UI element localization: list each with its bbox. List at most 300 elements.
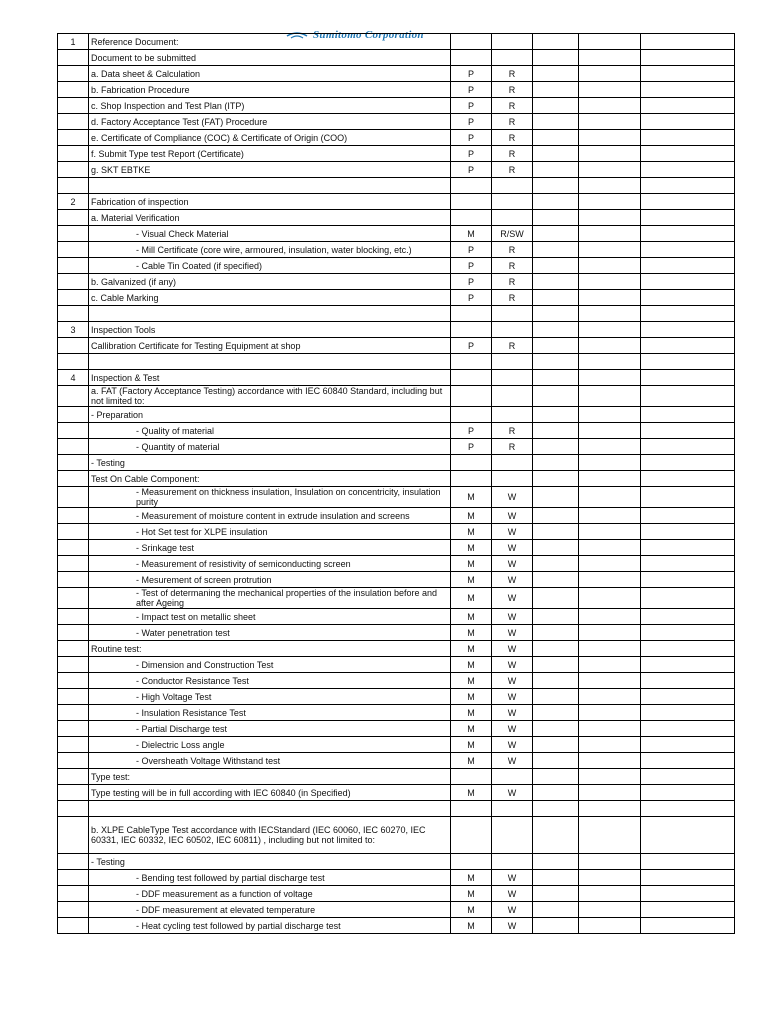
witness-code-cell: R bbox=[492, 162, 533, 178]
empty-cell bbox=[641, 737, 735, 753]
item-number-cell bbox=[58, 737, 89, 753]
empty-cell bbox=[579, 242, 641, 258]
description-text: g. SKT EBTKE bbox=[91, 164, 151, 175]
description-cell bbox=[89, 439, 451, 455]
empty-cell bbox=[641, 886, 735, 902]
empty-cell bbox=[579, 338, 641, 354]
item-number-cell bbox=[58, 354, 89, 370]
description-text: a. FAT (Factory Acceptance Testing) accordance with IEC 60840 Standard, including but not limited to: bbox=[91, 386, 443, 406]
table-row bbox=[58, 902, 735, 918]
empty-cell bbox=[579, 625, 641, 641]
witness-code-cell: R bbox=[492, 258, 533, 274]
control-code-cell: P bbox=[451, 162, 492, 178]
table-row bbox=[58, 226, 735, 242]
empty-cell bbox=[579, 194, 641, 210]
control-code-cell: M bbox=[451, 918, 492, 934]
control-code-cell: M bbox=[451, 705, 492, 721]
control-code-cell bbox=[451, 178, 492, 194]
witness-code-cell bbox=[492, 386, 533, 407]
item-number-cell bbox=[58, 785, 89, 801]
description-text: - Preparation bbox=[91, 409, 144, 420]
table-row bbox=[58, 609, 735, 625]
table-row bbox=[58, 487, 735, 508]
control-code-cell: M bbox=[451, 226, 492, 242]
empty-cell bbox=[533, 50, 579, 66]
item-number-cell bbox=[58, 705, 89, 721]
witness-code-cell: R bbox=[492, 82, 533, 98]
empty-cell bbox=[579, 439, 641, 455]
control-code-cell: P bbox=[451, 114, 492, 130]
witness-code-cell bbox=[492, 322, 533, 338]
empty-cell bbox=[533, 274, 579, 290]
empty-cell bbox=[641, 439, 735, 455]
table-row bbox=[58, 114, 735, 130]
control-code-cell bbox=[451, 210, 492, 226]
description-text: - Conductor Resistance Test bbox=[136, 675, 249, 686]
empty-cell bbox=[641, 801, 735, 817]
table-row bbox=[58, 769, 735, 785]
witness-code-cell: W bbox=[492, 902, 533, 918]
control-code-cell bbox=[451, 769, 492, 785]
item-number-cell bbox=[58, 178, 89, 194]
empty-cell bbox=[579, 487, 641, 508]
witness-code-cell bbox=[492, 769, 533, 785]
description-text: Document to be submitted bbox=[91, 52, 197, 63]
control-code-cell bbox=[451, 407, 492, 423]
item-number-cell bbox=[58, 439, 89, 455]
description-cell bbox=[89, 274, 451, 290]
description-cell bbox=[89, 753, 451, 769]
description-cell bbox=[89, 487, 451, 508]
empty-cell bbox=[533, 657, 579, 673]
item-number-cell bbox=[58, 226, 89, 242]
witness-code-cell: R bbox=[492, 274, 533, 290]
table-row bbox=[58, 625, 735, 641]
item-number-cell bbox=[58, 407, 89, 423]
witness-code-cell bbox=[492, 471, 533, 487]
description-text: - Test of determaning the mechanical properties of the insulation before and after Ageing bbox=[136, 588, 438, 608]
empty-cell bbox=[579, 524, 641, 540]
description-text: - Testing bbox=[91, 856, 125, 867]
empty-cell bbox=[641, 625, 735, 641]
witness-code-cell: R bbox=[492, 66, 533, 82]
empty-cell bbox=[533, 886, 579, 902]
item-number-cell bbox=[58, 98, 89, 114]
empty-cell bbox=[533, 572, 579, 588]
empty-cell bbox=[533, 487, 579, 508]
empty-cell bbox=[533, 146, 579, 162]
description-text: - Mill Certificate (core wire, armoured, insulation, water blocking, etc.) bbox=[136, 244, 412, 255]
description-cell bbox=[89, 50, 451, 66]
control-code-cell: M bbox=[451, 753, 492, 769]
table-row bbox=[58, 508, 735, 524]
control-code-cell: P bbox=[451, 146, 492, 162]
control-code-cell: M bbox=[451, 572, 492, 588]
empty-cell bbox=[579, 98, 641, 114]
item-number-cell bbox=[58, 524, 89, 540]
empty-cell bbox=[641, 918, 735, 934]
table-row bbox=[58, 386, 735, 407]
empty-cell bbox=[579, 540, 641, 556]
empty-cell bbox=[533, 689, 579, 705]
description-cell bbox=[89, 210, 451, 226]
item-number-cell bbox=[58, 50, 89, 66]
empty-cell bbox=[641, 146, 735, 162]
empty-cell bbox=[641, 322, 735, 338]
description-cell bbox=[89, 386, 451, 407]
empty-cell bbox=[533, 817, 579, 854]
empty-cell bbox=[533, 753, 579, 769]
description-text: - Water penetration test bbox=[136, 627, 230, 638]
witness-code-cell: R bbox=[492, 146, 533, 162]
description-text: Inspection Tools bbox=[91, 324, 156, 335]
witness-code-cell: W bbox=[492, 625, 533, 641]
table-row bbox=[58, 306, 735, 322]
empty-cell bbox=[533, 439, 579, 455]
empty-cell bbox=[641, 354, 735, 370]
empty-cell bbox=[533, 98, 579, 114]
control-code-cell: P bbox=[451, 258, 492, 274]
table-row bbox=[58, 588, 735, 609]
empty-cell bbox=[533, 625, 579, 641]
table-row bbox=[58, 146, 735, 162]
empty-cell bbox=[533, 673, 579, 689]
table-row bbox=[58, 870, 735, 886]
description-cell bbox=[89, 322, 451, 338]
description-cell bbox=[89, 854, 451, 870]
empty-cell bbox=[641, 471, 735, 487]
description-text: Fabrication of inspection bbox=[91, 196, 189, 207]
table-row bbox=[58, 673, 735, 689]
empty-cell bbox=[579, 455, 641, 471]
table-row bbox=[58, 66, 735, 82]
item-number-cell bbox=[58, 870, 89, 886]
empty-cell bbox=[579, 657, 641, 673]
description-text: Test On Cable Component: bbox=[91, 473, 200, 484]
table-row bbox=[58, 455, 735, 471]
empty-cell bbox=[579, 226, 641, 242]
item-number-cell bbox=[58, 588, 89, 609]
description-cell bbox=[89, 407, 451, 423]
description-cell bbox=[89, 657, 451, 673]
description-text: Type test: bbox=[91, 771, 131, 782]
empty-cell bbox=[641, 870, 735, 886]
table-row bbox=[58, 721, 735, 737]
item-number-cell bbox=[58, 801, 89, 817]
description-cell bbox=[89, 338, 451, 354]
empty-cell bbox=[579, 306, 641, 322]
description-text: b. Fabrication Procedure bbox=[91, 84, 190, 95]
item-number-cell bbox=[58, 306, 89, 322]
item-number-cell bbox=[58, 423, 89, 439]
empty-cell bbox=[533, 226, 579, 242]
empty-cell bbox=[579, 178, 641, 194]
item-number-cell bbox=[58, 508, 89, 524]
witness-code-cell: R bbox=[492, 423, 533, 439]
witness-code-cell: W bbox=[492, 508, 533, 524]
witness-code-cell bbox=[492, 50, 533, 66]
item-number-cell bbox=[58, 625, 89, 641]
empty-cell bbox=[641, 657, 735, 673]
empty-cell bbox=[579, 386, 641, 407]
control-code-cell: M bbox=[451, 785, 492, 801]
description-text: c. Shop Inspection and Test Plan (ITP) bbox=[91, 100, 245, 111]
empty-cell bbox=[579, 146, 641, 162]
empty-cell bbox=[533, 407, 579, 423]
table-row bbox=[58, 210, 735, 226]
item-number-cell bbox=[58, 66, 89, 82]
witness-code-cell bbox=[492, 370, 533, 386]
control-code-cell: P bbox=[451, 82, 492, 98]
empty-cell bbox=[641, 902, 735, 918]
description-text: - Partial Discharge test bbox=[136, 723, 228, 734]
item-number-cell: 2 bbox=[58, 194, 89, 210]
witness-code-cell bbox=[492, 801, 533, 817]
control-code-cell: M bbox=[451, 737, 492, 753]
table-body bbox=[58, 34, 735, 934]
witness-code-cell bbox=[492, 354, 533, 370]
table-row bbox=[58, 753, 735, 769]
description-cell bbox=[89, 66, 451, 82]
description-cell bbox=[89, 641, 451, 657]
description-cell bbox=[89, 556, 451, 572]
empty-cell bbox=[579, 886, 641, 902]
control-code-cell bbox=[451, 801, 492, 817]
table-row bbox=[58, 162, 735, 178]
item-number-cell bbox=[58, 556, 89, 572]
empty-cell bbox=[533, 902, 579, 918]
empty-cell bbox=[533, 162, 579, 178]
description-text: - Mesurement of screen protrution bbox=[136, 574, 272, 585]
empty-cell bbox=[641, 407, 735, 423]
description-text: - Impact test on metallic sheet bbox=[136, 611, 256, 622]
table-row bbox=[58, 194, 735, 210]
empty-cell bbox=[533, 306, 579, 322]
description-cell bbox=[89, 886, 451, 902]
empty-cell bbox=[579, 705, 641, 721]
empty-cell bbox=[641, 98, 735, 114]
empty-cell bbox=[579, 753, 641, 769]
description-text: - Measurement on thickness insulation, Insulation on concentricity, insulation purity bbox=[136, 487, 441, 507]
description-cell bbox=[89, 423, 451, 439]
witness-code-cell: W bbox=[492, 918, 533, 934]
table-row bbox=[58, 524, 735, 540]
empty-cell bbox=[641, 487, 735, 508]
description-text: Callibration Certificate for Testing Equipment at shop bbox=[91, 340, 301, 351]
control-code-cell bbox=[451, 817, 492, 854]
empty-cell bbox=[533, 194, 579, 210]
item-number-cell: 4 bbox=[58, 370, 89, 386]
control-code-cell: M bbox=[451, 870, 492, 886]
empty-cell bbox=[579, 210, 641, 226]
item-number-cell bbox=[58, 274, 89, 290]
empty-cell bbox=[579, 556, 641, 572]
description-text: - Cable Tin Coated (if specified) bbox=[136, 260, 263, 271]
empty-cell bbox=[533, 609, 579, 625]
description-cell bbox=[89, 572, 451, 588]
control-code-cell: M bbox=[451, 609, 492, 625]
empty-cell bbox=[533, 801, 579, 817]
witness-code-cell: W bbox=[492, 657, 533, 673]
description-text: - Testing bbox=[91, 457, 125, 468]
description-cell bbox=[89, 455, 451, 471]
control-code-cell bbox=[451, 370, 492, 386]
control-code-cell: M bbox=[451, 641, 492, 657]
empty-cell bbox=[533, 178, 579, 194]
witness-code-cell: R bbox=[492, 114, 533, 130]
empty-cell bbox=[579, 588, 641, 609]
empty-cell bbox=[533, 524, 579, 540]
empty-cell bbox=[533, 588, 579, 609]
witness-code-cell bbox=[492, 306, 533, 322]
witness-code-cell: W bbox=[492, 487, 533, 508]
description-text: - Bending test followed by partial discharge test bbox=[136, 872, 325, 883]
table-row bbox=[58, 918, 735, 934]
description-cell bbox=[89, 471, 451, 487]
table-row bbox=[58, 540, 735, 556]
description-text: - Quality of material bbox=[136, 425, 215, 436]
description-cell bbox=[89, 721, 451, 737]
empty-cell bbox=[641, 673, 735, 689]
description-text: - DDF measurement as a function of voltage bbox=[136, 888, 313, 899]
description-text: Routine test: bbox=[91, 643, 142, 654]
empty-cell bbox=[641, 689, 735, 705]
empty-cell bbox=[641, 66, 735, 82]
empty-cell bbox=[579, 721, 641, 737]
control-code-cell: P bbox=[451, 98, 492, 114]
description-cell bbox=[89, 737, 451, 753]
description-cell bbox=[89, 82, 451, 98]
description-text: c. Cable Marking bbox=[91, 292, 159, 303]
description-cell bbox=[89, 625, 451, 641]
empty-cell bbox=[579, 817, 641, 854]
description-text: - Measurement of resistivity of semiconducting screen bbox=[136, 558, 351, 569]
control-code-cell: P bbox=[451, 274, 492, 290]
empty-cell bbox=[533, 737, 579, 753]
empty-cell bbox=[641, 50, 735, 66]
description-text: - Heat cycling test followed by partial discharge test bbox=[136, 920, 341, 931]
empty-cell bbox=[533, 82, 579, 98]
item-number-cell bbox=[58, 854, 89, 870]
empty-cell bbox=[579, 82, 641, 98]
table-row bbox=[58, 641, 735, 657]
empty-cell bbox=[533, 769, 579, 785]
control-code-cell bbox=[451, 322, 492, 338]
item-number-cell: 3 bbox=[58, 322, 89, 338]
description-cell bbox=[89, 588, 451, 609]
empty-cell bbox=[641, 455, 735, 471]
empty-cell bbox=[533, 386, 579, 407]
empty-cell bbox=[533, 918, 579, 934]
empty-cell bbox=[641, 423, 735, 439]
control-code-cell: M bbox=[451, 487, 492, 508]
item-number-cell bbox=[58, 657, 89, 673]
description-cell bbox=[89, 226, 451, 242]
description-text: - Visual Check Material bbox=[136, 228, 229, 239]
description-cell bbox=[89, 508, 451, 524]
description-text: Inspection & Test bbox=[91, 372, 160, 383]
witness-code-cell: R bbox=[492, 338, 533, 354]
empty-cell bbox=[641, 785, 735, 801]
description-cell bbox=[89, 194, 451, 210]
empty-cell bbox=[641, 258, 735, 274]
empty-cell bbox=[579, 322, 641, 338]
control-code-cell: P bbox=[451, 130, 492, 146]
witness-code-cell bbox=[492, 817, 533, 854]
control-code-cell: P bbox=[451, 338, 492, 354]
empty-cell bbox=[579, 258, 641, 274]
empty-cell bbox=[579, 114, 641, 130]
control-code-cell: M bbox=[451, 657, 492, 673]
description-cell bbox=[89, 785, 451, 801]
empty-cell bbox=[641, 854, 735, 870]
table-row bbox=[58, 274, 735, 290]
item-number-cell bbox=[58, 290, 89, 306]
witness-code-cell: R bbox=[492, 130, 533, 146]
table-row bbox=[58, 178, 735, 194]
empty-cell bbox=[533, 641, 579, 657]
empty-cell bbox=[579, 673, 641, 689]
item-number-cell bbox=[58, 769, 89, 785]
empty-cell bbox=[533, 130, 579, 146]
witness-code-cell: R/SW bbox=[492, 226, 533, 242]
description-text: a. Data sheet & Calculation bbox=[91, 68, 201, 79]
table-row bbox=[58, 82, 735, 98]
empty-cell bbox=[579, 870, 641, 886]
empty-cell bbox=[579, 290, 641, 306]
table-row bbox=[58, 338, 735, 354]
empty-cell bbox=[533, 114, 579, 130]
empty-cell bbox=[533, 290, 579, 306]
control-code-cell bbox=[451, 34, 492, 50]
table-row bbox=[58, 322, 735, 338]
witness-code-cell bbox=[492, 194, 533, 210]
table-row bbox=[58, 572, 735, 588]
table-row bbox=[58, 439, 735, 455]
description-cell bbox=[89, 178, 451, 194]
item-number-cell bbox=[58, 641, 89, 657]
empty-cell bbox=[641, 556, 735, 572]
item-number-cell bbox=[58, 162, 89, 178]
description-cell bbox=[89, 370, 451, 386]
item-number-cell bbox=[58, 258, 89, 274]
control-code-cell bbox=[451, 50, 492, 66]
description-text: d. Factory Acceptance Test (FAT) Procedure bbox=[91, 116, 268, 127]
control-code-cell bbox=[451, 194, 492, 210]
description-cell bbox=[89, 242, 451, 258]
empty-cell bbox=[533, 556, 579, 572]
empty-cell bbox=[641, 386, 735, 407]
empty-cell bbox=[533, 338, 579, 354]
empty-cell bbox=[579, 407, 641, 423]
empty-cell bbox=[579, 785, 641, 801]
witness-code-cell: W bbox=[492, 753, 533, 769]
description-cell bbox=[89, 524, 451, 540]
empty-cell bbox=[641, 34, 735, 50]
description-cell bbox=[89, 609, 451, 625]
description-cell bbox=[89, 130, 451, 146]
description-text: - Hot Set test for XLPE insulation bbox=[136, 526, 268, 537]
table-row bbox=[58, 801, 735, 817]
item-number-cell bbox=[58, 689, 89, 705]
control-code-cell bbox=[451, 471, 492, 487]
description-cell bbox=[89, 918, 451, 934]
item-number-cell bbox=[58, 471, 89, 487]
empty-cell bbox=[579, 508, 641, 524]
empty-cell bbox=[533, 508, 579, 524]
table-row bbox=[58, 657, 735, 673]
description-cell bbox=[89, 801, 451, 817]
